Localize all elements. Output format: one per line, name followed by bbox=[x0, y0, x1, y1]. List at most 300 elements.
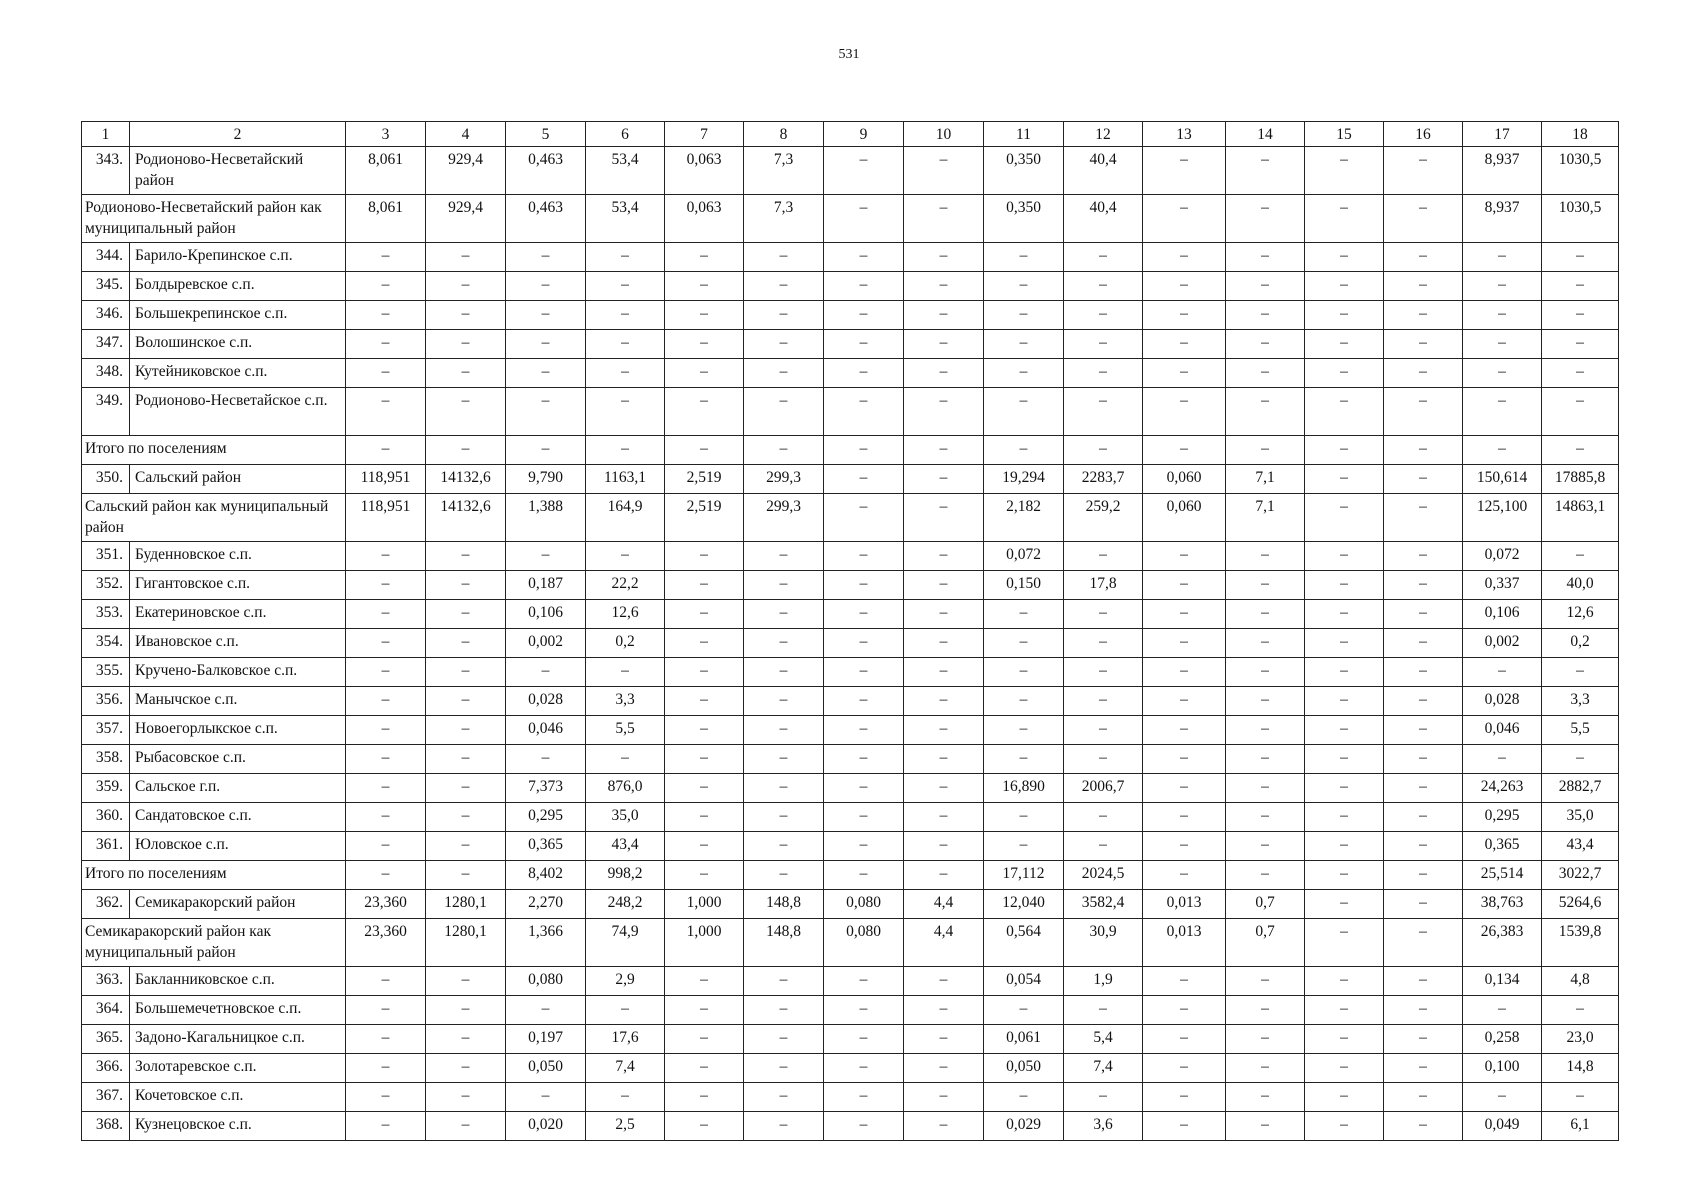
value-cell: – bbox=[1463, 996, 1542, 1025]
value-cell: – bbox=[426, 542, 506, 571]
value-cell: 0,100 bbox=[1463, 1054, 1542, 1083]
value-cell: 74,9 bbox=[586, 919, 665, 967]
value-cell: – bbox=[1226, 388, 1305, 436]
value-cell: 40,0 bbox=[1542, 571, 1619, 600]
value-cell: 23,360 bbox=[346, 890, 426, 919]
value-cell: 148,8 bbox=[744, 919, 824, 967]
value-cell: – bbox=[506, 996, 586, 1025]
value-cell: – bbox=[506, 330, 586, 359]
value-cell: – bbox=[1064, 243, 1143, 272]
value-cell: – bbox=[744, 243, 824, 272]
value-cell: – bbox=[904, 243, 984, 272]
value-cell: – bbox=[1143, 687, 1226, 716]
value-cell: – bbox=[1384, 301, 1463, 330]
value-cell: – bbox=[1384, 600, 1463, 629]
row-name-cell: Гигантовское с.п. bbox=[130, 571, 346, 600]
value-cell: 876,0 bbox=[586, 774, 665, 803]
value-cell: – bbox=[506, 388, 586, 436]
value-cell: – bbox=[1143, 272, 1226, 301]
header-cell: 2 bbox=[130, 122, 346, 147]
value-cell: – bbox=[1542, 436, 1619, 465]
value-cell: 0,564 bbox=[984, 919, 1064, 967]
value-cell: – bbox=[1542, 996, 1619, 1025]
value-cell: – bbox=[426, 436, 506, 465]
value-cell: – bbox=[1143, 658, 1226, 687]
value-cell: 125,100 bbox=[1463, 494, 1542, 542]
value-cell: – bbox=[1064, 687, 1143, 716]
table-row bbox=[82, 658, 1619, 687]
value-cell: – bbox=[1226, 195, 1305, 243]
value-cell: – bbox=[665, 359, 744, 388]
value-cell: – bbox=[586, 359, 665, 388]
value-cell: – bbox=[984, 600, 1064, 629]
value-cell: 929,4 bbox=[426, 147, 506, 195]
table-row bbox=[82, 388, 1619, 436]
value-cell: – bbox=[346, 745, 426, 774]
value-cell: – bbox=[506, 542, 586, 571]
value-cell: – bbox=[744, 658, 824, 687]
value-cell: – bbox=[1143, 301, 1226, 330]
value-cell: – bbox=[1542, 745, 1619, 774]
value-cell: – bbox=[1064, 301, 1143, 330]
value-cell: 4,4 bbox=[904, 890, 984, 919]
value-cell: – bbox=[904, 687, 984, 716]
value-cell: 3022,7 bbox=[1542, 861, 1619, 890]
value-cell: – bbox=[1463, 301, 1542, 330]
value-cell: – bbox=[426, 359, 506, 388]
value-cell: – bbox=[665, 388, 744, 436]
page-number: 531 bbox=[838, 47, 860, 62]
value-cell: – bbox=[824, 716, 904, 745]
value-cell: – bbox=[1384, 658, 1463, 687]
value-cell: – bbox=[744, 436, 824, 465]
value-cell: – bbox=[904, 330, 984, 359]
value-cell: – bbox=[665, 716, 744, 745]
value-cell: 14132,6 bbox=[426, 465, 506, 494]
value-cell: – bbox=[744, 716, 824, 745]
value-cell: 24,263 bbox=[1463, 774, 1542, 803]
value-cell: – bbox=[904, 301, 984, 330]
value-cell: – bbox=[346, 600, 426, 629]
table-row bbox=[82, 465, 1619, 494]
table-row bbox=[82, 890, 1619, 919]
value-cell: 0,061 bbox=[984, 1025, 1064, 1054]
value-cell: 0,295 bbox=[1463, 803, 1542, 832]
header-cell: 13 bbox=[1143, 122, 1226, 147]
row-name-cell: Ивановское с.п. bbox=[130, 629, 346, 658]
value-cell: 7,4 bbox=[586, 1054, 665, 1083]
value-cell: – bbox=[744, 832, 824, 861]
value-cell: – bbox=[346, 832, 426, 861]
value-cell: – bbox=[1463, 330, 1542, 359]
value-cell: – bbox=[346, 1083, 426, 1112]
value-cell: – bbox=[665, 629, 744, 658]
value-cell: – bbox=[1384, 861, 1463, 890]
value-cell: – bbox=[586, 388, 665, 436]
value-cell: – bbox=[665, 301, 744, 330]
value-cell: 7,3 bbox=[744, 147, 824, 195]
value-cell: – bbox=[904, 716, 984, 745]
value-cell: – bbox=[824, 1083, 904, 1112]
value-cell: – bbox=[984, 803, 1064, 832]
value-cell: – bbox=[1384, 996, 1463, 1025]
value-cell: – bbox=[1064, 629, 1143, 658]
row-number-cell: 353. bbox=[82, 600, 130, 629]
value-cell: 4,8 bbox=[1542, 967, 1619, 996]
value-cell: – bbox=[346, 967, 426, 996]
group-name-cell: Семикаракорский район как муниципальный район bbox=[82, 919, 346, 967]
value-cell: – bbox=[744, 1054, 824, 1083]
value-cell: – bbox=[346, 658, 426, 687]
value-cell: – bbox=[904, 147, 984, 195]
group-row bbox=[82, 195, 1619, 243]
value-cell: 25,514 bbox=[1463, 861, 1542, 890]
value-cell: – bbox=[1384, 687, 1463, 716]
value-cell: 12,040 bbox=[984, 890, 1064, 919]
header-cell: 8 bbox=[744, 122, 824, 147]
value-cell: – bbox=[904, 967, 984, 996]
table-row bbox=[82, 147, 1619, 195]
value-cell: – bbox=[1143, 600, 1226, 629]
value-cell: 0,072 bbox=[1463, 542, 1542, 571]
value-cell: 0,106 bbox=[1463, 600, 1542, 629]
value-cell: – bbox=[1305, 1054, 1384, 1083]
value-cell: 0,463 bbox=[506, 147, 586, 195]
value-cell: – bbox=[1305, 465, 1384, 494]
value-cell: 0,337 bbox=[1463, 571, 1542, 600]
value-cell: – bbox=[1226, 330, 1305, 359]
row-name-cell: Большемечетновское с.п. bbox=[130, 996, 346, 1025]
row-name-cell: Барило-Крепинское с.п. bbox=[130, 243, 346, 272]
value-cell: – bbox=[1305, 996, 1384, 1025]
value-cell: – bbox=[1226, 745, 1305, 774]
value-cell: – bbox=[824, 774, 904, 803]
value-cell: – bbox=[824, 687, 904, 716]
value-cell: 2,270 bbox=[506, 890, 586, 919]
row-name-cell: Родионово-Несветайское с.п. bbox=[130, 388, 346, 436]
value-cell: 0,028 bbox=[506, 687, 586, 716]
value-cell: – bbox=[665, 1112, 744, 1141]
header-cell: 10 bbox=[904, 122, 984, 147]
value-cell: – bbox=[1143, 359, 1226, 388]
value-cell: 8,402 bbox=[506, 861, 586, 890]
row-number-cell: 357. bbox=[82, 716, 130, 745]
value-cell: 0,049 bbox=[1463, 1112, 1542, 1141]
value-cell: – bbox=[506, 301, 586, 330]
value-cell: – bbox=[1226, 687, 1305, 716]
table-row bbox=[82, 243, 1619, 272]
row-number-cell: 348. bbox=[82, 359, 130, 388]
row-name-cell: Сальское г.п. bbox=[130, 774, 346, 803]
value-cell: – bbox=[904, 388, 984, 436]
value-cell: – bbox=[506, 1083, 586, 1112]
group-name-cell: Итого по поселениям bbox=[82, 861, 346, 890]
value-cell: – bbox=[426, 1054, 506, 1083]
value-cell: – bbox=[1305, 195, 1384, 243]
table-row bbox=[82, 996, 1619, 1025]
value-cell: – bbox=[824, 745, 904, 774]
value-cell: – bbox=[346, 542, 426, 571]
value-cell: – bbox=[1064, 542, 1143, 571]
value-cell: 2,182 bbox=[984, 494, 1064, 542]
value-cell: – bbox=[984, 996, 1064, 1025]
value-cell: 1,000 bbox=[665, 919, 744, 967]
row-number-cell: 346. bbox=[82, 301, 130, 330]
value-cell: 118,951 bbox=[346, 494, 426, 542]
row-name-cell: Рыбасовское с.п. bbox=[130, 745, 346, 774]
value-cell: 0,350 bbox=[984, 147, 1064, 195]
value-cell: – bbox=[1384, 195, 1463, 243]
value-cell: 7,3 bbox=[744, 195, 824, 243]
value-cell: – bbox=[744, 388, 824, 436]
value-cell: – bbox=[904, 774, 984, 803]
value-cell: 2,519 bbox=[665, 465, 744, 494]
value-cell: 2,5 bbox=[586, 1112, 665, 1141]
row-name-cell: Большекрепинское с.п. bbox=[130, 301, 346, 330]
value-cell: – bbox=[1384, 388, 1463, 436]
header-cell: 9 bbox=[824, 122, 904, 147]
value-cell: 0,7 bbox=[1226, 919, 1305, 967]
value-cell: – bbox=[1384, 774, 1463, 803]
value-cell: – bbox=[586, 745, 665, 774]
value-cell: 8,061 bbox=[346, 147, 426, 195]
value-cell: 2024,5 bbox=[1064, 861, 1143, 890]
value-cell: – bbox=[1064, 832, 1143, 861]
value-cell: 35,0 bbox=[586, 803, 665, 832]
value-cell: 248,2 bbox=[586, 890, 665, 919]
row-name-cell: Задоно-Кагальницкое с.п. bbox=[130, 1025, 346, 1054]
value-cell: – bbox=[1463, 658, 1542, 687]
value-cell: – bbox=[1143, 147, 1226, 195]
value-cell: – bbox=[426, 803, 506, 832]
value-cell: – bbox=[824, 629, 904, 658]
value-cell: 14,8 bbox=[1542, 1054, 1619, 1083]
value-cell: – bbox=[426, 774, 506, 803]
row-name-cell: Юловское с.п. bbox=[130, 832, 346, 861]
value-cell: – bbox=[744, 600, 824, 629]
value-cell: – bbox=[1143, 195, 1226, 243]
value-cell: – bbox=[1542, 243, 1619, 272]
value-cell: – bbox=[1384, 919, 1463, 967]
value-cell: – bbox=[346, 861, 426, 890]
value-cell: – bbox=[824, 803, 904, 832]
value-cell: – bbox=[346, 996, 426, 1025]
value-cell: 1030,5 bbox=[1542, 195, 1619, 243]
value-cell: – bbox=[1305, 301, 1384, 330]
value-cell: 0,072 bbox=[984, 542, 1064, 571]
value-cell: – bbox=[1226, 1083, 1305, 1112]
value-cell: – bbox=[1226, 861, 1305, 890]
value-cell: – bbox=[426, 1112, 506, 1141]
value-cell: – bbox=[1463, 1083, 1542, 1112]
value-cell: – bbox=[824, 1054, 904, 1083]
value-cell: – bbox=[1542, 301, 1619, 330]
row-name-cell: Кручено-Балковское с.п. bbox=[130, 658, 346, 687]
value-cell: – bbox=[824, 600, 904, 629]
value-cell: – bbox=[824, 996, 904, 1025]
value-cell: – bbox=[665, 745, 744, 774]
value-cell: – bbox=[744, 1083, 824, 1112]
value-cell: – bbox=[586, 996, 665, 1025]
value-cell: – bbox=[506, 436, 586, 465]
value-cell: 998,2 bbox=[586, 861, 665, 890]
value-cell: – bbox=[1143, 745, 1226, 774]
value-cell: 0,080 bbox=[824, 919, 904, 967]
value-cell: – bbox=[346, 388, 426, 436]
value-cell: – bbox=[346, 687, 426, 716]
value-cell: – bbox=[1305, 629, 1384, 658]
value-cell: – bbox=[1143, 571, 1226, 600]
value-cell: – bbox=[1305, 774, 1384, 803]
value-cell: – bbox=[824, 967, 904, 996]
value-cell: – bbox=[1305, 745, 1384, 774]
value-cell: – bbox=[744, 687, 824, 716]
value-cell: 17885,8 bbox=[1542, 465, 1619, 494]
value-cell: 0,050 bbox=[506, 1054, 586, 1083]
value-cell: – bbox=[1226, 542, 1305, 571]
value-cell: – bbox=[1226, 967, 1305, 996]
value-cell: – bbox=[1226, 600, 1305, 629]
value-cell: – bbox=[426, 243, 506, 272]
header-cell: 17 bbox=[1463, 122, 1542, 147]
value-cell: 19,294 bbox=[984, 465, 1064, 494]
value-cell: – bbox=[824, 658, 904, 687]
value-cell: – bbox=[744, 774, 824, 803]
value-cell: – bbox=[1384, 243, 1463, 272]
value-cell: – bbox=[824, 542, 904, 571]
value-cell: – bbox=[665, 436, 744, 465]
value-cell: – bbox=[824, 359, 904, 388]
value-cell: – bbox=[744, 359, 824, 388]
value-cell: – bbox=[1305, 967, 1384, 996]
header-cell: 14 bbox=[1226, 122, 1305, 147]
value-cell: – bbox=[904, 1025, 984, 1054]
value-cell: 2882,7 bbox=[1542, 774, 1619, 803]
value-cell: – bbox=[904, 272, 984, 301]
value-cell: – bbox=[346, 436, 426, 465]
table-row bbox=[82, 330, 1619, 359]
value-cell: – bbox=[586, 272, 665, 301]
value-cell: – bbox=[1542, 658, 1619, 687]
value-cell: – bbox=[1542, 1083, 1619, 1112]
value-cell: 1280,1 bbox=[426, 919, 506, 967]
value-cell: – bbox=[1064, 658, 1143, 687]
value-cell: – bbox=[824, 388, 904, 436]
value-cell: – bbox=[426, 600, 506, 629]
value-cell: – bbox=[984, 687, 1064, 716]
value-cell: 0,134 bbox=[1463, 967, 1542, 996]
value-cell: – bbox=[1143, 330, 1226, 359]
value-cell: 7,1 bbox=[1226, 465, 1305, 494]
row-name-cell: Волошинское с.п. bbox=[130, 330, 346, 359]
value-cell: – bbox=[744, 272, 824, 301]
value-cell: 3,6 bbox=[1064, 1112, 1143, 1141]
value-cell: – bbox=[904, 861, 984, 890]
value-cell: 2006,7 bbox=[1064, 774, 1143, 803]
header-cell: 7 bbox=[665, 122, 744, 147]
value-cell: 0,020 bbox=[506, 1112, 586, 1141]
value-cell: 0,002 bbox=[1463, 629, 1542, 658]
table-row bbox=[82, 272, 1619, 301]
value-cell: – bbox=[1226, 436, 1305, 465]
row-number-cell: 344. bbox=[82, 243, 130, 272]
value-cell: – bbox=[1226, 359, 1305, 388]
value-cell: – bbox=[1463, 388, 1542, 436]
value-cell: – bbox=[1064, 600, 1143, 629]
value-cell: – bbox=[586, 330, 665, 359]
value-cell: 0,054 bbox=[984, 967, 1064, 996]
value-cell: – bbox=[1463, 359, 1542, 388]
value-cell: 35,0 bbox=[1542, 803, 1619, 832]
value-cell: – bbox=[346, 330, 426, 359]
header-cell: 3 bbox=[346, 122, 426, 147]
value-cell: – bbox=[904, 1054, 984, 1083]
value-cell: 5,5 bbox=[586, 716, 665, 745]
table-row bbox=[82, 542, 1619, 571]
value-cell: – bbox=[346, 301, 426, 330]
header-cell: 1 bbox=[82, 122, 130, 147]
value-cell: 0,060 bbox=[1143, 494, 1226, 542]
value-cell: – bbox=[1226, 774, 1305, 803]
value-cell: – bbox=[984, 272, 1064, 301]
row-number-cell: 347. bbox=[82, 330, 130, 359]
value-cell: – bbox=[1226, 803, 1305, 832]
value-cell: – bbox=[586, 243, 665, 272]
row-name-cell: Буденновское с.п. bbox=[130, 542, 346, 571]
value-cell: – bbox=[1384, 832, 1463, 861]
value-cell: – bbox=[426, 745, 506, 774]
value-cell: – bbox=[1305, 803, 1384, 832]
value-cell: – bbox=[665, 1025, 744, 1054]
value-cell: 0,080 bbox=[824, 890, 904, 919]
value-cell: 4,4 bbox=[904, 919, 984, 967]
value-cell: – bbox=[665, 803, 744, 832]
value-cell: – bbox=[426, 301, 506, 330]
value-cell: – bbox=[1064, 803, 1143, 832]
value-cell: – bbox=[586, 1083, 665, 1112]
value-cell: – bbox=[1143, 388, 1226, 436]
value-cell: 0,463 bbox=[506, 195, 586, 243]
row-number-cell: 367. bbox=[82, 1083, 130, 1112]
value-cell: – bbox=[984, 301, 1064, 330]
row-number-cell: 362. bbox=[82, 890, 130, 919]
value-cell: – bbox=[506, 359, 586, 388]
value-cell: 23,0 bbox=[1542, 1025, 1619, 1054]
value-cell: – bbox=[506, 272, 586, 301]
value-cell: – bbox=[744, 330, 824, 359]
value-cell: – bbox=[824, 436, 904, 465]
row-number-cell: 352. bbox=[82, 571, 130, 600]
row-name-cell: Кузнецовское с.п. bbox=[130, 1112, 346, 1141]
value-cell: – bbox=[744, 803, 824, 832]
table-row bbox=[82, 774, 1619, 803]
row-number-cell: 343. bbox=[82, 147, 130, 195]
value-cell: 17,6 bbox=[586, 1025, 665, 1054]
value-cell: – bbox=[824, 465, 904, 494]
value-cell: – bbox=[1226, 147, 1305, 195]
value-cell: – bbox=[1143, 436, 1226, 465]
value-cell: – bbox=[1143, 542, 1226, 571]
value-cell: 6,1 bbox=[1542, 1112, 1619, 1141]
value-cell: – bbox=[904, 600, 984, 629]
value-cell: 0,013 bbox=[1143, 890, 1226, 919]
value-cell: – bbox=[1542, 388, 1619, 436]
value-cell: – bbox=[1384, 436, 1463, 465]
value-cell: – bbox=[665, 542, 744, 571]
value-cell: – bbox=[1226, 996, 1305, 1025]
value-cell: – bbox=[1384, 542, 1463, 571]
value-cell: – bbox=[586, 436, 665, 465]
